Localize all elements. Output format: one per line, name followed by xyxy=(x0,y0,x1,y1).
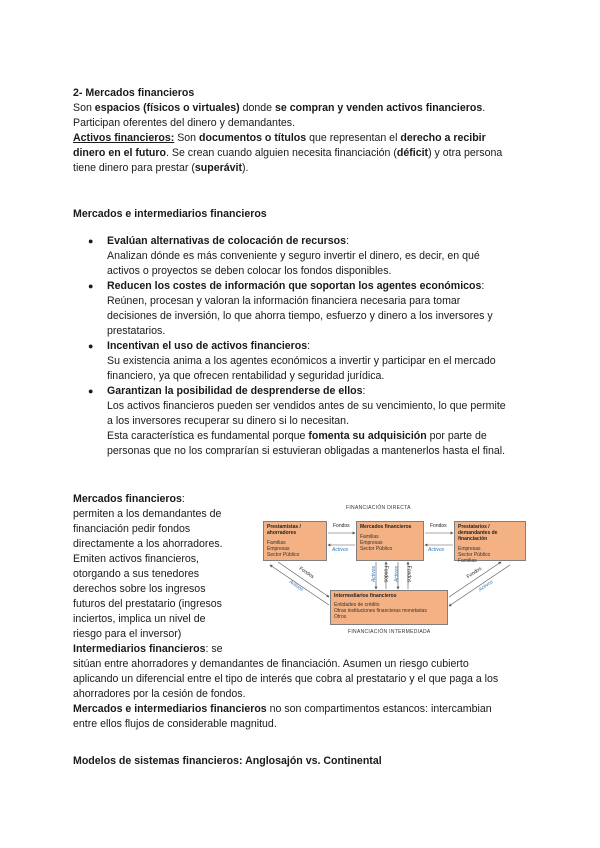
fondos-label: Fondos xyxy=(430,523,447,529)
bullet-icon: ● xyxy=(88,236,94,246)
activos-label: Activos xyxy=(477,579,495,593)
section-heading: Modelos de sistemas financieros: Anglosajón vs. Continental xyxy=(73,755,382,767)
markets-box: Mercados financieros Familias Empresas Sector Público xyxy=(356,521,424,561)
bullet-list xyxy=(88,234,528,459)
activos-label: Activos xyxy=(332,547,349,553)
fondos-label: Fondos xyxy=(297,565,315,581)
fondos-label: Fondos xyxy=(405,565,412,583)
section-heading: 2- Mercados financieros xyxy=(73,87,195,99)
activos-label: Activos xyxy=(428,547,445,553)
paragraph: tiene dinero para prestar (superávit). xyxy=(73,162,249,174)
activos-label: Activos xyxy=(371,565,378,583)
diagram-bottom-title: FINANCIACIÓN INTERMEDIADA xyxy=(348,629,431,635)
arrow-line xyxy=(449,562,501,597)
fondos-label: Fondos xyxy=(465,565,483,581)
intermediaries-box: Intermediarios financieros Entidades de crédito Otras instituciones financieras monetarias Otros xyxy=(330,590,448,625)
borrowers-box: Prestatarios / demandantes de financiación Empresas Sector Público Familias xyxy=(454,521,526,561)
paragraph: Activos financieros: Son documentos o títulos que representan el derecho a recibir xyxy=(73,132,486,144)
fondos-label: Fondos xyxy=(382,565,389,583)
list-item: ● Incentivan el uso de activos financieros: Su existencia anima a los agentes económicos a invertir y participar en el mercado financiero, ya que ofrecen rentabilidad y seguridad jurídica. xyxy=(88,340,496,382)
fondos-label: Fondos xyxy=(333,523,350,529)
list-item: ● Reducen los costes de información que soportan los agentes económicos: Reúnen, procesan y valoran la información financiera necesaria para tomar decisiones de inversión, lo que ahorra tiempo, esfuerzo y dinero a los inversores y prestatarios. xyxy=(88,280,493,337)
activos-label: Activos xyxy=(394,565,401,583)
lenders-box: Prestamistas / ahorradores Familias Empresas Sector Público xyxy=(263,521,327,561)
section-heading: Mercados e intermediarios financieros xyxy=(73,208,267,220)
list-item: ● Evalúan alternativas de colocación de recursos: Analizan dónde es más conveniente y seguro invertir el dinero, es decir, en qué activos o proyectos se deben colocar los fondos disponibles. xyxy=(88,235,480,277)
list-item: ● Garantizan la posibilidad de desprenderse de ellos: Los activos financieros pueden ser vendidos antes de su vencimiento, lo que permite a los inversores recuperar su dinero si lo necesitan. Esta característica es fundamental porque fomenta su adquisición por parte de personas que no los comprarían si estuvieran obligadas a mantenerlos hasta el final. xyxy=(88,385,506,457)
paragraph: dinero en el futuro. Se crean cuando alguien necesita financiación (déficit) y otra persona xyxy=(73,147,503,159)
paragraph: Son espacios (físicos o virtuales) donde se compran y venden activos financieros. xyxy=(73,102,486,114)
paragraph: Participan oferentes del dinero y demandantes. xyxy=(73,117,296,129)
bullet-icon: ● xyxy=(88,341,94,351)
activos-label: Activos xyxy=(287,579,305,593)
intermediarios-block: Intermediarios financieros: se sitúan entre ahorradores y demandantes de financiación. Asumen un riesgo cubierto aplicando un diferencial entre el tipo de interés que cobra al prestatario y el que paga a los ahorradores por la cesión de fondos. Mercados e intermediarios financieros no son compartimentos estancos: intercambian entre ellos flujos de considerable magnitud. xyxy=(73,643,499,730)
financing-diagram xyxy=(258,505,533,640)
bullet-icon: ● xyxy=(88,386,94,396)
mercados-financieros-block: Mercados financieros: permiten a los demandantes de financiación pedir fondos directamente a los ahorradores. Emiten activos financieros, otorgando a sus tenedores derechos sobre los ingresos futuros del prestatario (ingresos inciertos, implica un nivel de riesgo para el inversor) xyxy=(73,493,223,640)
diagram-top-title: FINANCIACIÓN DIRECTA xyxy=(346,505,411,511)
section-mercados xyxy=(73,86,543,176)
bullet-icon: ● xyxy=(88,281,94,291)
